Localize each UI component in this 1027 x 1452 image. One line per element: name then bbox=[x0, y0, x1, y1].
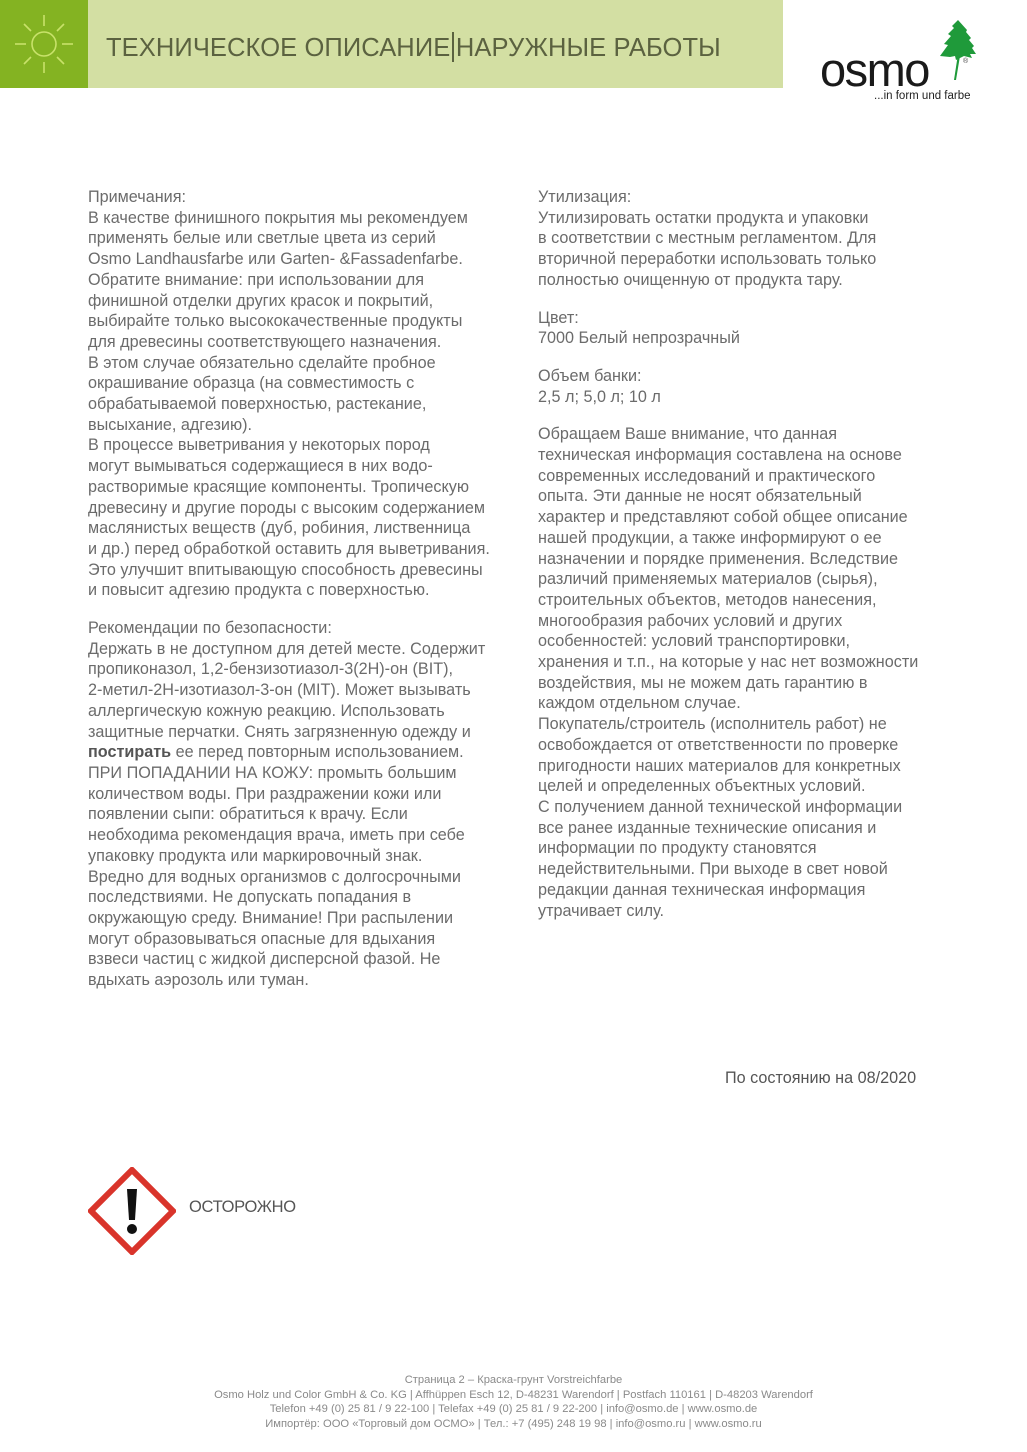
safety-line: необходима рекомендация врача, иметь при себе bbox=[88, 826, 465, 845]
color-value: 7000 Белый непрозрачный bbox=[538, 329, 740, 348]
tree-icon bbox=[936, 20, 978, 82]
disclaimer-line: все ранее изданные технические описания и bbox=[538, 818, 877, 837]
color-section bbox=[538, 308, 958, 349]
notes-line: окрашивание образца (на совместимость с bbox=[88, 374, 415, 393]
disclaimer-section bbox=[538, 424, 958, 921]
safety-section bbox=[88, 618, 508, 991]
disclaimer-line: воздействия, мы не можем дать гарантию в bbox=[538, 673, 868, 692]
disclaimer-line: многообразия рабочих условий и других bbox=[538, 611, 843, 630]
safety-line: 2-метил-2H-изотиазол-3-он (MIT). Может вызывать bbox=[88, 681, 471, 700]
disposal-section bbox=[538, 187, 958, 291]
safety-bold-word: постирать bbox=[88, 743, 172, 762]
disclaimer-line: Обращаем Ваше внимание, что данная bbox=[538, 425, 838, 444]
footer-importer: Импортёр: ООО «Торговый дом ОСМО» | Тел.: +7 (495) 248 19 98 | info@osmo.ru | www.osmo.ru bbox=[265, 1417, 762, 1430]
volume-value: 2,5 л; 5,0 л; 10 л bbox=[538, 387, 661, 406]
disclaimer-line: хранения и т.п., на которые у нас нет возможности bbox=[538, 653, 919, 672]
disclaimer-line: недействительными. При выходе в свет новой bbox=[538, 860, 888, 879]
sun-icon bbox=[10, 10, 78, 78]
notes-line: В этом случае обязательно сделайте пробное bbox=[88, 353, 436, 372]
disclaimer-line: опыта. Эти данные не носят обязательный bbox=[538, 487, 862, 506]
safety-line: взвеси частиц с жидкой дисперсной фазой. Не bbox=[88, 950, 441, 969]
disclaimer-line: нашей продукции, а также информируют о ее bbox=[538, 528, 882, 547]
notes-line: Это улучшит впитывающую способность древесины bbox=[88, 560, 483, 579]
volume-section bbox=[538, 366, 958, 407]
disclaimer-line: Покупатель/строитель (исполнитель работ) не bbox=[538, 715, 887, 734]
title-separator bbox=[452, 32, 454, 62]
safety-line: вдыхать аэрозоль или туман. bbox=[88, 971, 309, 990]
disclaimer-line: пригодности наших материалов для конкретных bbox=[538, 756, 901, 775]
hazard-signal-word: ОСТОРОЖНО bbox=[189, 1198, 296, 1216]
disclaimer-line: редакции данная техническая информация bbox=[538, 880, 866, 899]
notes-line: маслянистых веществ (дуб, робиния, лиственница bbox=[88, 519, 471, 538]
disclaimer-line: каждом отдельном случае. bbox=[538, 694, 741, 713]
disclaimer-line: целей и определенных объектных условий. bbox=[538, 777, 866, 796]
disclaimer-line: особенностей: условий транспортировки, bbox=[538, 632, 850, 651]
title-part-document-type: ТЕХНИЧЕСКОЕ ОПИСАНИЕ bbox=[106, 34, 451, 62]
notes-line: высыхание, адгезию). bbox=[88, 415, 252, 434]
revision-date: По состоянию на 08/2020 bbox=[725, 1069, 917, 1087]
footer-company-address: Osmo Holz und Color GmbH & Co. KG | Affhüppen Esch 12, D-48231 Warendorf | Postfach 110161 | D-48203 Warendorf bbox=[214, 1388, 813, 1401]
safety-line: Держать в не доступном для детей месте. Содержит bbox=[88, 639, 486, 658]
safety-line: аллергическую кожную реакцию. Использовать bbox=[88, 701, 445, 720]
disclaimer-line: техническая информация составлена на основе bbox=[538, 446, 902, 465]
disclaimer-line: информации по продукту становятся bbox=[538, 839, 817, 858]
color-heading: Цвет: bbox=[538, 308, 579, 327]
safety-line: окружающую среду. Внимание! При распылении bbox=[88, 908, 454, 927]
notes-line: В качестве финишного покрытия мы рекомендуем bbox=[88, 208, 468, 227]
disclaimer-line: строительных объектов, методов нанесения, bbox=[538, 590, 877, 609]
disclaimer-line: характер и представляют собой общее описание bbox=[538, 508, 908, 527]
safety-line: упаковку продукта или маркировочный знак. bbox=[88, 846, 423, 865]
footer-page-info: Страница 2 – Краска-грунт Vorstreichfarbe bbox=[404, 1374, 623, 1386]
logo-wordmark: osmo bbox=[820, 43, 929, 96]
disposal-line: в соответствии с местным регламентом. Для bbox=[538, 229, 877, 248]
notes-line: В процессе выветривания у некоторых пород bbox=[88, 436, 430, 455]
right-column bbox=[538, 187, 958, 938]
disclaimer-line: утрачивает силу. bbox=[538, 901, 664, 920]
disposal-line: вторичной переработки использовать только bbox=[538, 250, 877, 269]
notes-line: обрабатываемой поверхностью, растекание, bbox=[88, 395, 427, 414]
safety-line: последствиями. Не допускать попадания в bbox=[88, 888, 412, 907]
page-title bbox=[106, 32, 721, 63]
left-column bbox=[88, 187, 508, 1008]
notes-line: древесину и другие породы с высоким содержанием bbox=[88, 498, 486, 517]
notes-line: Osmo Landhausfarbe или Garten- &Fassadenfarbe. bbox=[88, 250, 463, 269]
notes-line: могут вымываться содержащиеся в них водо- bbox=[88, 457, 433, 476]
disposal-line: Утилизировать остатки продукта и упаковки bbox=[538, 208, 869, 227]
safety-line bbox=[88, 742, 508, 763]
safety-heading: Рекомендации по безопасности: bbox=[88, 619, 332, 638]
disclaimer-line: различий применяемых материалов (сырья), bbox=[538, 570, 878, 589]
notes-line: растворимые красящие компоненты. Тропическую bbox=[88, 477, 469, 496]
osmo-logo bbox=[818, 20, 988, 106]
notes-line: и др.) перед обработкой оставить для выветривания. bbox=[88, 539, 490, 558]
notes-line: Обратите внимание: при использовании для bbox=[88, 270, 424, 289]
disclaimer-line: современных исследований и практического bbox=[538, 466, 876, 485]
safety-line: ПРИ ПОПАДАНИИ НА КОЖУ: промыть большим bbox=[88, 763, 457, 782]
notes-line: применять белые или светлые цвета из серий bbox=[88, 229, 436, 248]
safety-line: появлении сыпи: обратиться к врачу. Если bbox=[88, 805, 408, 824]
safety-line: могут образовываться опасные для вдыхания bbox=[88, 929, 436, 948]
safety-line: Вредно для водных организмов с долгосрочными bbox=[88, 867, 461, 886]
notes-body bbox=[88, 208, 508, 601]
notes-line: и повысит адгезию продукта с поверхностью. bbox=[88, 581, 430, 600]
notes-heading: Примечания: bbox=[88, 188, 186, 206]
disposal-heading: Утилизация: bbox=[538, 188, 632, 206]
logo-tagline: ...in form und farbe bbox=[874, 90, 971, 102]
safety-line-rest: ее перед повторным использованием. bbox=[171, 743, 464, 762]
disclaimer-line: С получением данной технической информации bbox=[538, 797, 903, 816]
notes-line: для древесины соответствующего назначения. bbox=[88, 332, 442, 351]
safety-line: количеством воды. При раздражении кожи или bbox=[88, 784, 442, 803]
disposal-line: полностью очищенную от продукта тару. bbox=[538, 270, 843, 289]
hazard-pictogram bbox=[88, 1167, 176, 1260]
footer-contacts-de: Telefon +49 (0) 25 81 / 9 22-100 | Telefax +49 (0) 25 81 / 9 22-200 | info@osmo.de | www.osmo.de bbox=[269, 1403, 758, 1416]
title-part-category: НАРУЖНЫЕ РАБОТЫ bbox=[455, 34, 721, 62]
safety-line: защитные перчатки. Снять загрязненную одежду и bbox=[88, 722, 471, 741]
exclamation-hazard-icon bbox=[88, 1167, 176, 1255]
registered-mark: ® bbox=[963, 58, 969, 65]
volume-heading: Объем банки: bbox=[538, 366, 642, 385]
header-icon-square bbox=[0, 0, 88, 88]
notes-line: выбирайте только высококачественные продукты bbox=[88, 312, 463, 331]
page-footer bbox=[0, 1373, 1027, 1431]
disclaimer-line: освобождается от ответственности по проверке bbox=[538, 735, 899, 754]
notes-line: финишной отделки других красок и покрытий, bbox=[88, 291, 434, 310]
disclaimer-line: назначении и порядке применения. Вследствие bbox=[538, 549, 899, 568]
safety-line: пропиконазол, 1,2-бензизотиазол-3(2H)-он (BIT), bbox=[88, 660, 453, 679]
notes-section bbox=[88, 187, 508, 601]
